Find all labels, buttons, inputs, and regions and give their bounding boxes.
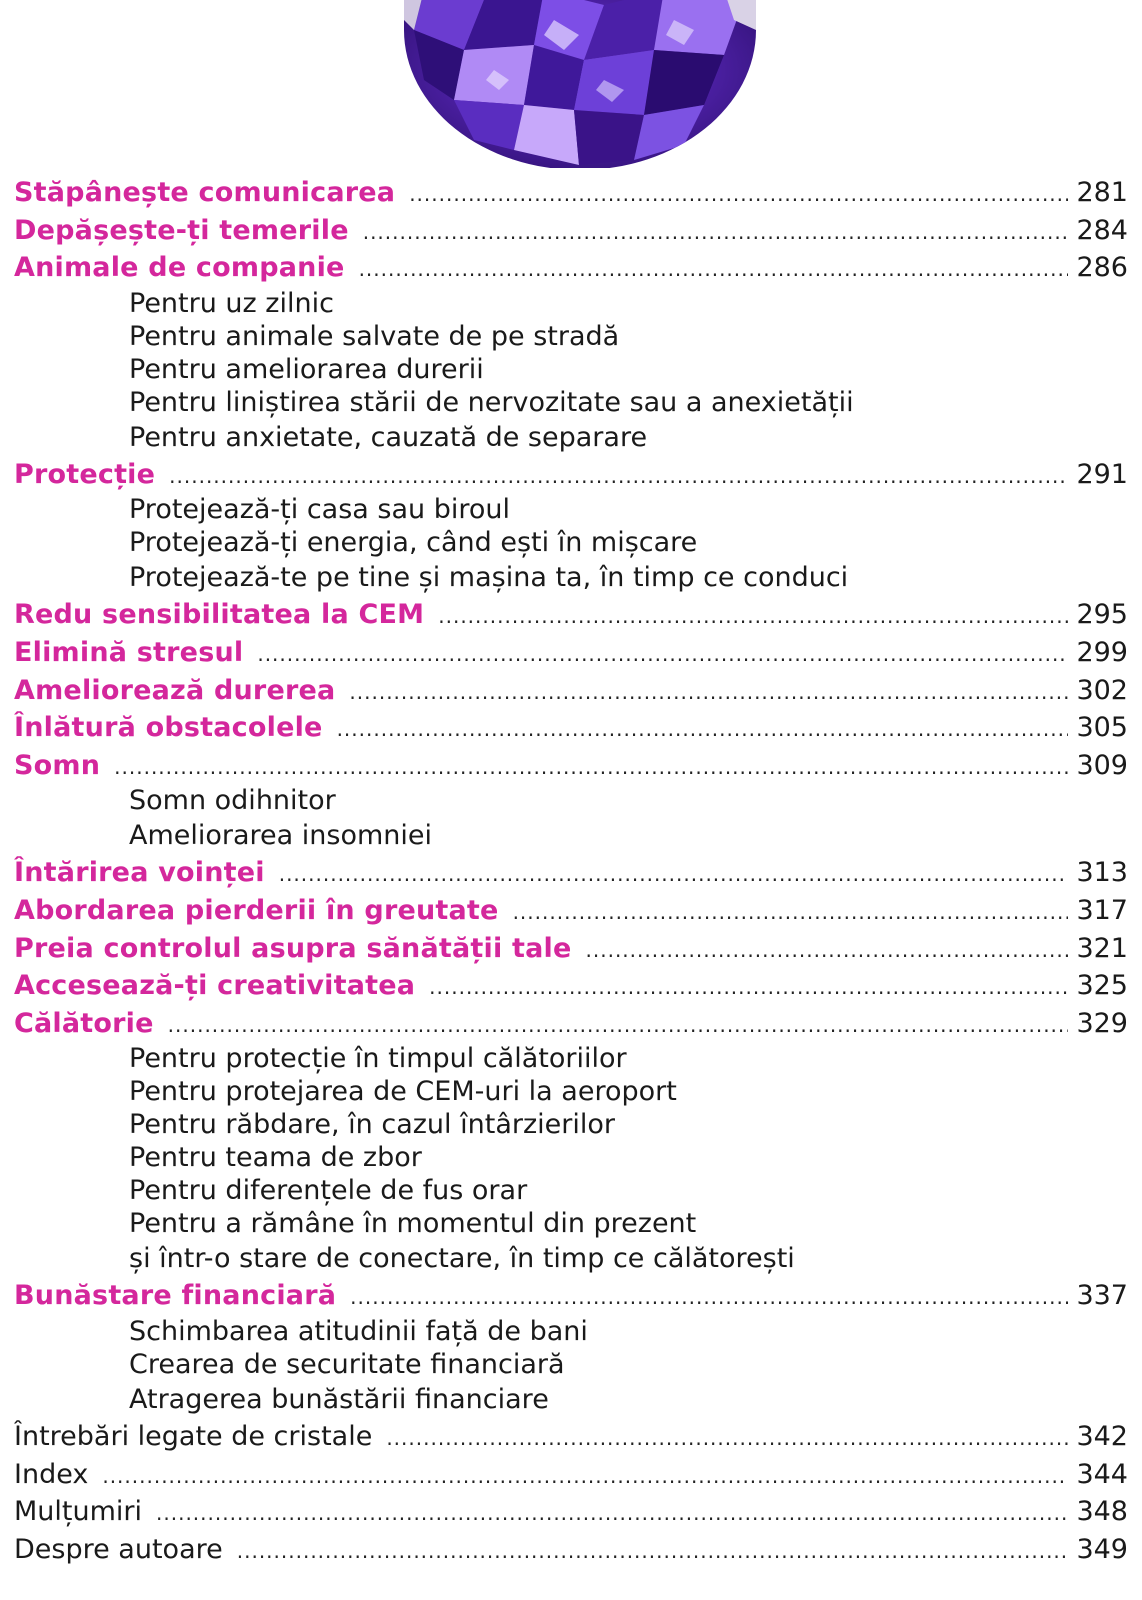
toc-subentry: Pentru animale salvate de pe stradă bbox=[129, 320, 620, 352]
toc-entry bbox=[14, 1005, 1128, 1043]
toc-entry-page: 313 bbox=[1076, 857, 1128, 889]
dot-leader bbox=[102, 1458, 1068, 1496]
toc-entry-page: 342 bbox=[1076, 1420, 1128, 1452]
toc-subentry: și într-o stare de conectare, în timp ce călătorești bbox=[129, 1243, 795, 1275]
toc-subentry: Protejează-ți casa sau biroul bbox=[129, 494, 510, 526]
toc-subentry: Pentru liniștirea stării de nervozitate sau a anexietății bbox=[129, 386, 854, 418]
toc-entry-page: 281 bbox=[1076, 177, 1128, 208]
toc-entry bbox=[14, 634, 1128, 672]
toc-entry-page: 325 bbox=[1076, 970, 1128, 1002]
toc-entry-page: 286 bbox=[1076, 252, 1128, 284]
toc-subentry: Pentru uz zilnic bbox=[129, 287, 334, 319]
toc-entry-page: 317 bbox=[1076, 894, 1128, 926]
toc-entry-title: Ameliorează durerea bbox=[14, 674, 336, 706]
toc-subentry: Somn odihnitor bbox=[129, 785, 336, 817]
toc-entry-page: 305 bbox=[1076, 712, 1128, 744]
amethyst-crystal-image bbox=[404, 0, 756, 168]
dot-leader bbox=[349, 674, 1068, 712]
toc-entry bbox=[14, 930, 1128, 968]
toc-subentry: Pentru protejarea de CEM-uri la aeroport bbox=[129, 1076, 677, 1108]
toc-entry-title: Bunăstare financiară bbox=[14, 1280, 337, 1312]
toc-entry-page: 291 bbox=[1076, 458, 1128, 490]
dot-leader bbox=[586, 932, 1069, 970]
toc-subentry: Ameliorarea insomniei bbox=[129, 820, 433, 852]
dot-leader bbox=[429, 969, 1068, 1007]
toc-subentry: Pentru ameliorarea durerii bbox=[129, 353, 484, 385]
dot-leader bbox=[257, 636, 1068, 674]
dot-leader bbox=[350, 1279, 1068, 1317]
toc-entry bbox=[14, 174, 1128, 212]
toc-entry-title: Somn bbox=[14, 749, 101, 781]
toc-subentry: Pentru protecție în timpul călătoriilor bbox=[129, 1043, 627, 1075]
toc-entry-page: 349 bbox=[1076, 1533, 1128, 1565]
toc-entry-title: Protecție bbox=[14, 458, 156, 490]
toc-entry-page: 344 bbox=[1076, 1458, 1128, 1490]
toc-entry-title: Întrebări legate de cristale bbox=[14, 1420, 373, 1452]
toc-subentry: Pentru a rămâne în momentul din prezent bbox=[129, 1208, 697, 1240]
toc-entry bbox=[14, 212, 1128, 250]
toc-entry-title: Animale de companie bbox=[14, 252, 345, 284]
toc-entry bbox=[14, 1531, 1128, 1569]
toc-entry-title: Călătorie bbox=[14, 1007, 154, 1039]
toc-entry-page: 329 bbox=[1076, 1007, 1128, 1039]
toc-entry-title: Redu sensibilitatea la CEM bbox=[14, 599, 425, 631]
toc-entry-title: Înlătură obstacolele bbox=[14, 712, 323, 744]
dot-leader bbox=[237, 1533, 1069, 1571]
toc-entry bbox=[14, 967, 1128, 1005]
dot-leader bbox=[359, 251, 1069, 289]
toc-entry-page: 302 bbox=[1076, 674, 1128, 706]
toc-entry bbox=[14, 456, 1128, 494]
toc-entry-title: Stăpânește comunicarea bbox=[14, 177, 396, 208]
toc-entry-page: 284 bbox=[1076, 214, 1128, 246]
dot-leader bbox=[438, 598, 1068, 636]
toc-entry bbox=[14, 1493, 1128, 1531]
toc-entry bbox=[14, 672, 1128, 710]
toc-subentry: Schimbarea atitudinii față de bani bbox=[129, 1315, 588, 1347]
dot-leader bbox=[156, 1495, 1068, 1533]
toc-subentry: Pentru diferențele de fus orar bbox=[129, 1175, 528, 1207]
dot-leader bbox=[337, 711, 1069, 749]
toc-entry bbox=[14, 747, 1128, 785]
dot-leader bbox=[114, 749, 1068, 787]
toc-subentry: Protejează-ți energia, când ești în mișcare bbox=[129, 527, 698, 559]
toc-entry-title: Preia controlul asupra sănătății tale bbox=[14, 932, 572, 964]
dot-leader bbox=[168, 1007, 1069, 1045]
table-of-contents bbox=[14, 174, 1128, 1568]
toc-entry-title: Întărirea voinței bbox=[14, 857, 265, 889]
toc-entry bbox=[14, 892, 1128, 930]
dot-leader bbox=[513, 894, 1069, 932]
toc-entry-title: Despre autoare bbox=[14, 1533, 223, 1565]
dot-leader bbox=[363, 214, 1069, 252]
toc-entry bbox=[14, 1277, 1128, 1315]
toc-subentry: Pentru anxietate, cauzată de separare bbox=[129, 421, 648, 453]
toc-entry bbox=[14, 596, 1128, 634]
toc-entry-page: 295 bbox=[1076, 599, 1128, 631]
toc-entry-page: 337 bbox=[1076, 1280, 1128, 1312]
toc-entry-title: Mulțumiri bbox=[14, 1496, 143, 1528]
toc-entry-title: Index bbox=[14, 1458, 89, 1490]
toc-subentry: Pentru răbdare, în cazul întârzierilor bbox=[129, 1109, 615, 1141]
toc-subentry: Crearea de securitate financiară bbox=[129, 1348, 565, 1380]
toc-entry-page: 299 bbox=[1076, 636, 1128, 668]
toc-entry-page: 348 bbox=[1076, 1496, 1128, 1528]
dot-leader bbox=[409, 176, 1068, 214]
dot-leader bbox=[386, 1420, 1068, 1458]
toc-entry bbox=[14, 854, 1128, 892]
toc-entry bbox=[14, 1456, 1128, 1494]
toc-subentry: Atragerea bunăstării financiare bbox=[129, 1383, 549, 1415]
dot-leader bbox=[169, 458, 1068, 496]
toc-entry-title: Abordarea pierderii în greutate bbox=[14, 894, 499, 926]
toc-entry bbox=[14, 709, 1128, 747]
toc-subentry: Protejează-te pe tine și mașina ta, în timp ce conduci bbox=[129, 562, 849, 594]
toc-entry-page: 321 bbox=[1076, 932, 1128, 964]
toc-entry bbox=[14, 249, 1128, 287]
dot-leader bbox=[279, 856, 1069, 894]
toc-entry bbox=[14, 1418, 1128, 1456]
toc-subentry: Pentru teama de zbor bbox=[129, 1142, 422, 1174]
toc-entry-title: Depășește-ți temerile bbox=[14, 214, 349, 246]
toc-entry-title: Accesează-ți creativitatea bbox=[14, 970, 416, 1002]
toc-entry-page: 309 bbox=[1076, 749, 1128, 781]
toc-entry-title: Elimină stresul bbox=[14, 636, 244, 668]
